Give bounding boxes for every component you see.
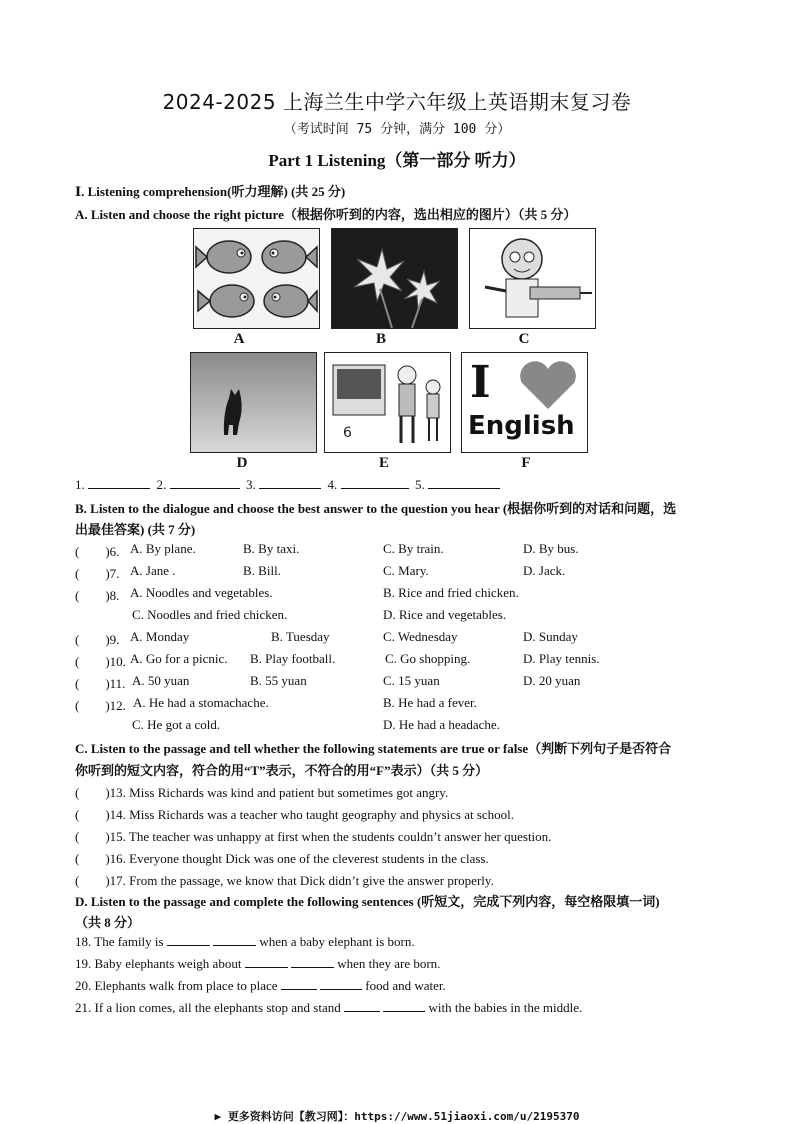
option-b[interactable]: B. By taxi.	[243, 541, 300, 556]
picture-label-e: E	[378, 455, 389, 471]
answer-blank[interactable]	[170, 488, 240, 489]
picture-d-cat	[190, 352, 317, 453]
fill-blank[interactable]	[291, 967, 334, 968]
option-c[interactable]: C. He got a cold.	[132, 717, 221, 732]
answer-blank[interactable]	[341, 488, 409, 489]
statement-13: ( )13. Miss Richards was kind and patient but sometimes got angry.	[75, 785, 449, 800]
statement-17: ( )17. From the passage, we know that Dick didn’t give the answer properly.	[75, 873, 494, 888]
exam-info: （考试时间 75 分钟，满分 100 分）	[283, 122, 511, 137]
answer-blank[interactable]	[428, 488, 500, 489]
fill-blank[interactable]	[213, 945, 256, 946]
option-b[interactable]: B. 55 yuan	[250, 673, 307, 688]
question-number: ( )9.	[75, 632, 120, 647]
statement-15: ( )15. The teacher was unhappy at first when the students couldn’t answer her question.	[75, 829, 552, 844]
part-b-heading-2: 出最佳答案) (共 7 分)	[75, 522, 196, 537]
option-d[interactable]: D. He had a headache.	[383, 717, 500, 732]
question-number: ( )12.	[75, 698, 126, 713]
part-d-heading-2: （共 8 分）	[75, 915, 141, 930]
option-b[interactable]: B. Play football.	[250, 651, 336, 666]
option-a[interactable]: A. Monday	[130, 629, 190, 644]
sentence-20	[75, 978, 446, 994]
picture-c-doctor	[469, 228, 596, 329]
sentence-19	[75, 956, 440, 972]
answer-number: 1.	[75, 477, 85, 492]
question-number: ( )11.	[75, 676, 126, 691]
option-d[interactable]: D. Sunday	[523, 629, 578, 644]
answer-blank[interactable]	[259, 488, 321, 489]
option-a[interactable]: A. By plane.	[130, 541, 196, 556]
fill-blank[interactable]	[245, 967, 288, 968]
option-b[interactable]: B. He had a fever.	[383, 695, 477, 710]
fill-blank[interactable]	[344, 1011, 380, 1012]
question-number: ( )8.	[75, 588, 120, 603]
option-b[interactable]: B. Bill.	[243, 563, 281, 578]
sentence-text: 19. Baby elephants weigh about	[75, 956, 242, 971]
sentence-text: with the babies in the middle.	[428, 1000, 583, 1015]
option-d[interactable]: D. 20 yuan	[523, 673, 581, 688]
option-d[interactable]: D. Play tennis.	[523, 651, 600, 666]
option-a[interactable]: A. Jane .	[130, 563, 176, 578]
picture-e-classroom	[324, 352, 451, 453]
question-number: ( )6.	[75, 544, 120, 559]
sentence-text: 21. If a lion comes, all the elephants stop and stand	[75, 1000, 341, 1015]
option-a[interactable]: A. Go for a picnic.	[130, 651, 228, 666]
footer-link[interactable]: ▶ 更多资料访问【教习网】：https://www.51jiaoxi.com/u/2195370	[214, 1110, 580, 1123]
fill-blank[interactable]	[383, 1011, 425, 1012]
statement-16: ( )16. Everyone thought Dick was one of the cleverest students in the class.	[75, 851, 489, 866]
sentence-text: when they are born.	[337, 956, 441, 971]
i-text: I	[470, 357, 491, 408]
sentence-21	[75, 1000, 582, 1016]
classroom-digit: 6	[343, 425, 352, 441]
part-a-heading: A. Listen and choose the right picture（根据你听到的内容，选出相应的图片）（共 5 分）	[75, 207, 577, 222]
answer-number: 5.	[415, 477, 425, 492]
picture-label-c: C	[518, 331, 530, 347]
answer-number: 2.	[156, 477, 167, 492]
part-title: Part 1 Listening（第一部分 听力）	[268, 151, 526, 170]
option-a[interactable]: A. Noodles and vegetables.	[130, 585, 273, 600]
picture-f-i-love-english	[461, 352, 588, 453]
part-c-heading: C. Listen to the passage and tell whether the following statements are true or false（判断下列句子是否符合	[75, 741, 672, 756]
answer-number: 4.	[327, 477, 338, 492]
part-b-heading: B. Listen to the dialogue and choose the best answer to the question you hear (根据你听到的对话和问题，选	[75, 501, 677, 516]
page-title: 2024-2025 上海兰生中学六年级上英语期末复习卷	[162, 90, 632, 114]
option-c[interactable]: C. Mary.	[383, 563, 429, 578]
option-a[interactable]: A. 50 yuan	[132, 673, 190, 688]
fill-blank[interactable]	[281, 989, 317, 990]
picture-a-fish	[193, 228, 320, 329]
option-b[interactable]: B. Tuesday	[271, 629, 330, 644]
option-d[interactable]: D. By bus.	[523, 541, 579, 556]
option-a[interactable]: A. He had a stomachache.	[133, 695, 269, 710]
option-c[interactable]: C. By train.	[383, 541, 444, 556]
answer-blank[interactable]	[88, 488, 150, 489]
question-number: ( )10.	[75, 654, 126, 669]
sentence-text: 20. Elephants walk from place to place	[75, 978, 278, 993]
fill-blank[interactable]	[167, 945, 210, 946]
question-number: ( )7.	[75, 566, 120, 581]
sentence-18	[75, 934, 415, 950]
option-d[interactable]: D. Rice and vegetables.	[383, 607, 507, 622]
picture-label-a: A	[233, 331, 245, 347]
sentence-text: when a baby elephant is born.	[259, 934, 415, 949]
option-c[interactable]: C. Noodles and fried chicken.	[132, 607, 288, 622]
picture-label-b: B	[375, 331, 386, 347]
fill-blank[interactable]	[320, 989, 362, 990]
option-d[interactable]: D. Jack.	[523, 563, 566, 578]
option-c[interactable]: C. 15 yuan	[383, 673, 440, 688]
sentence-text: food and water.	[365, 978, 446, 993]
option-b[interactable]: B. Rice and fried chicken.	[383, 585, 519, 600]
section-heading: Ⅰ. Listening comprehension(听力理解) (共 25 分)	[75, 184, 346, 199]
part-d-heading: D. Listen to the passage and complete the following sentences (听短文，完成下列内容，每空格限填一词)	[75, 894, 660, 909]
picture-b-flower	[331, 228, 458, 329]
english-text: English	[468, 411, 575, 441]
picture-label-d: D	[236, 455, 248, 471]
option-c[interactable]: C. Wednesday	[383, 629, 458, 644]
part-a-answer-row	[75, 477, 500, 493]
answer-number: 3.	[246, 477, 256, 492]
picture-label-f: F	[521, 455, 531, 471]
statement-14: ( )14. Miss Richards was a teacher who taught geography and physics at school.	[75, 807, 515, 822]
part-c-heading-2: 你听到的短文内容，符合的用“T”表示，不符合的用“F”表示）（共 5 分）	[75, 763, 489, 778]
sentence-text: 18. The family is	[75, 934, 164, 949]
option-c[interactable]: C. Go shopping.	[385, 651, 471, 666]
